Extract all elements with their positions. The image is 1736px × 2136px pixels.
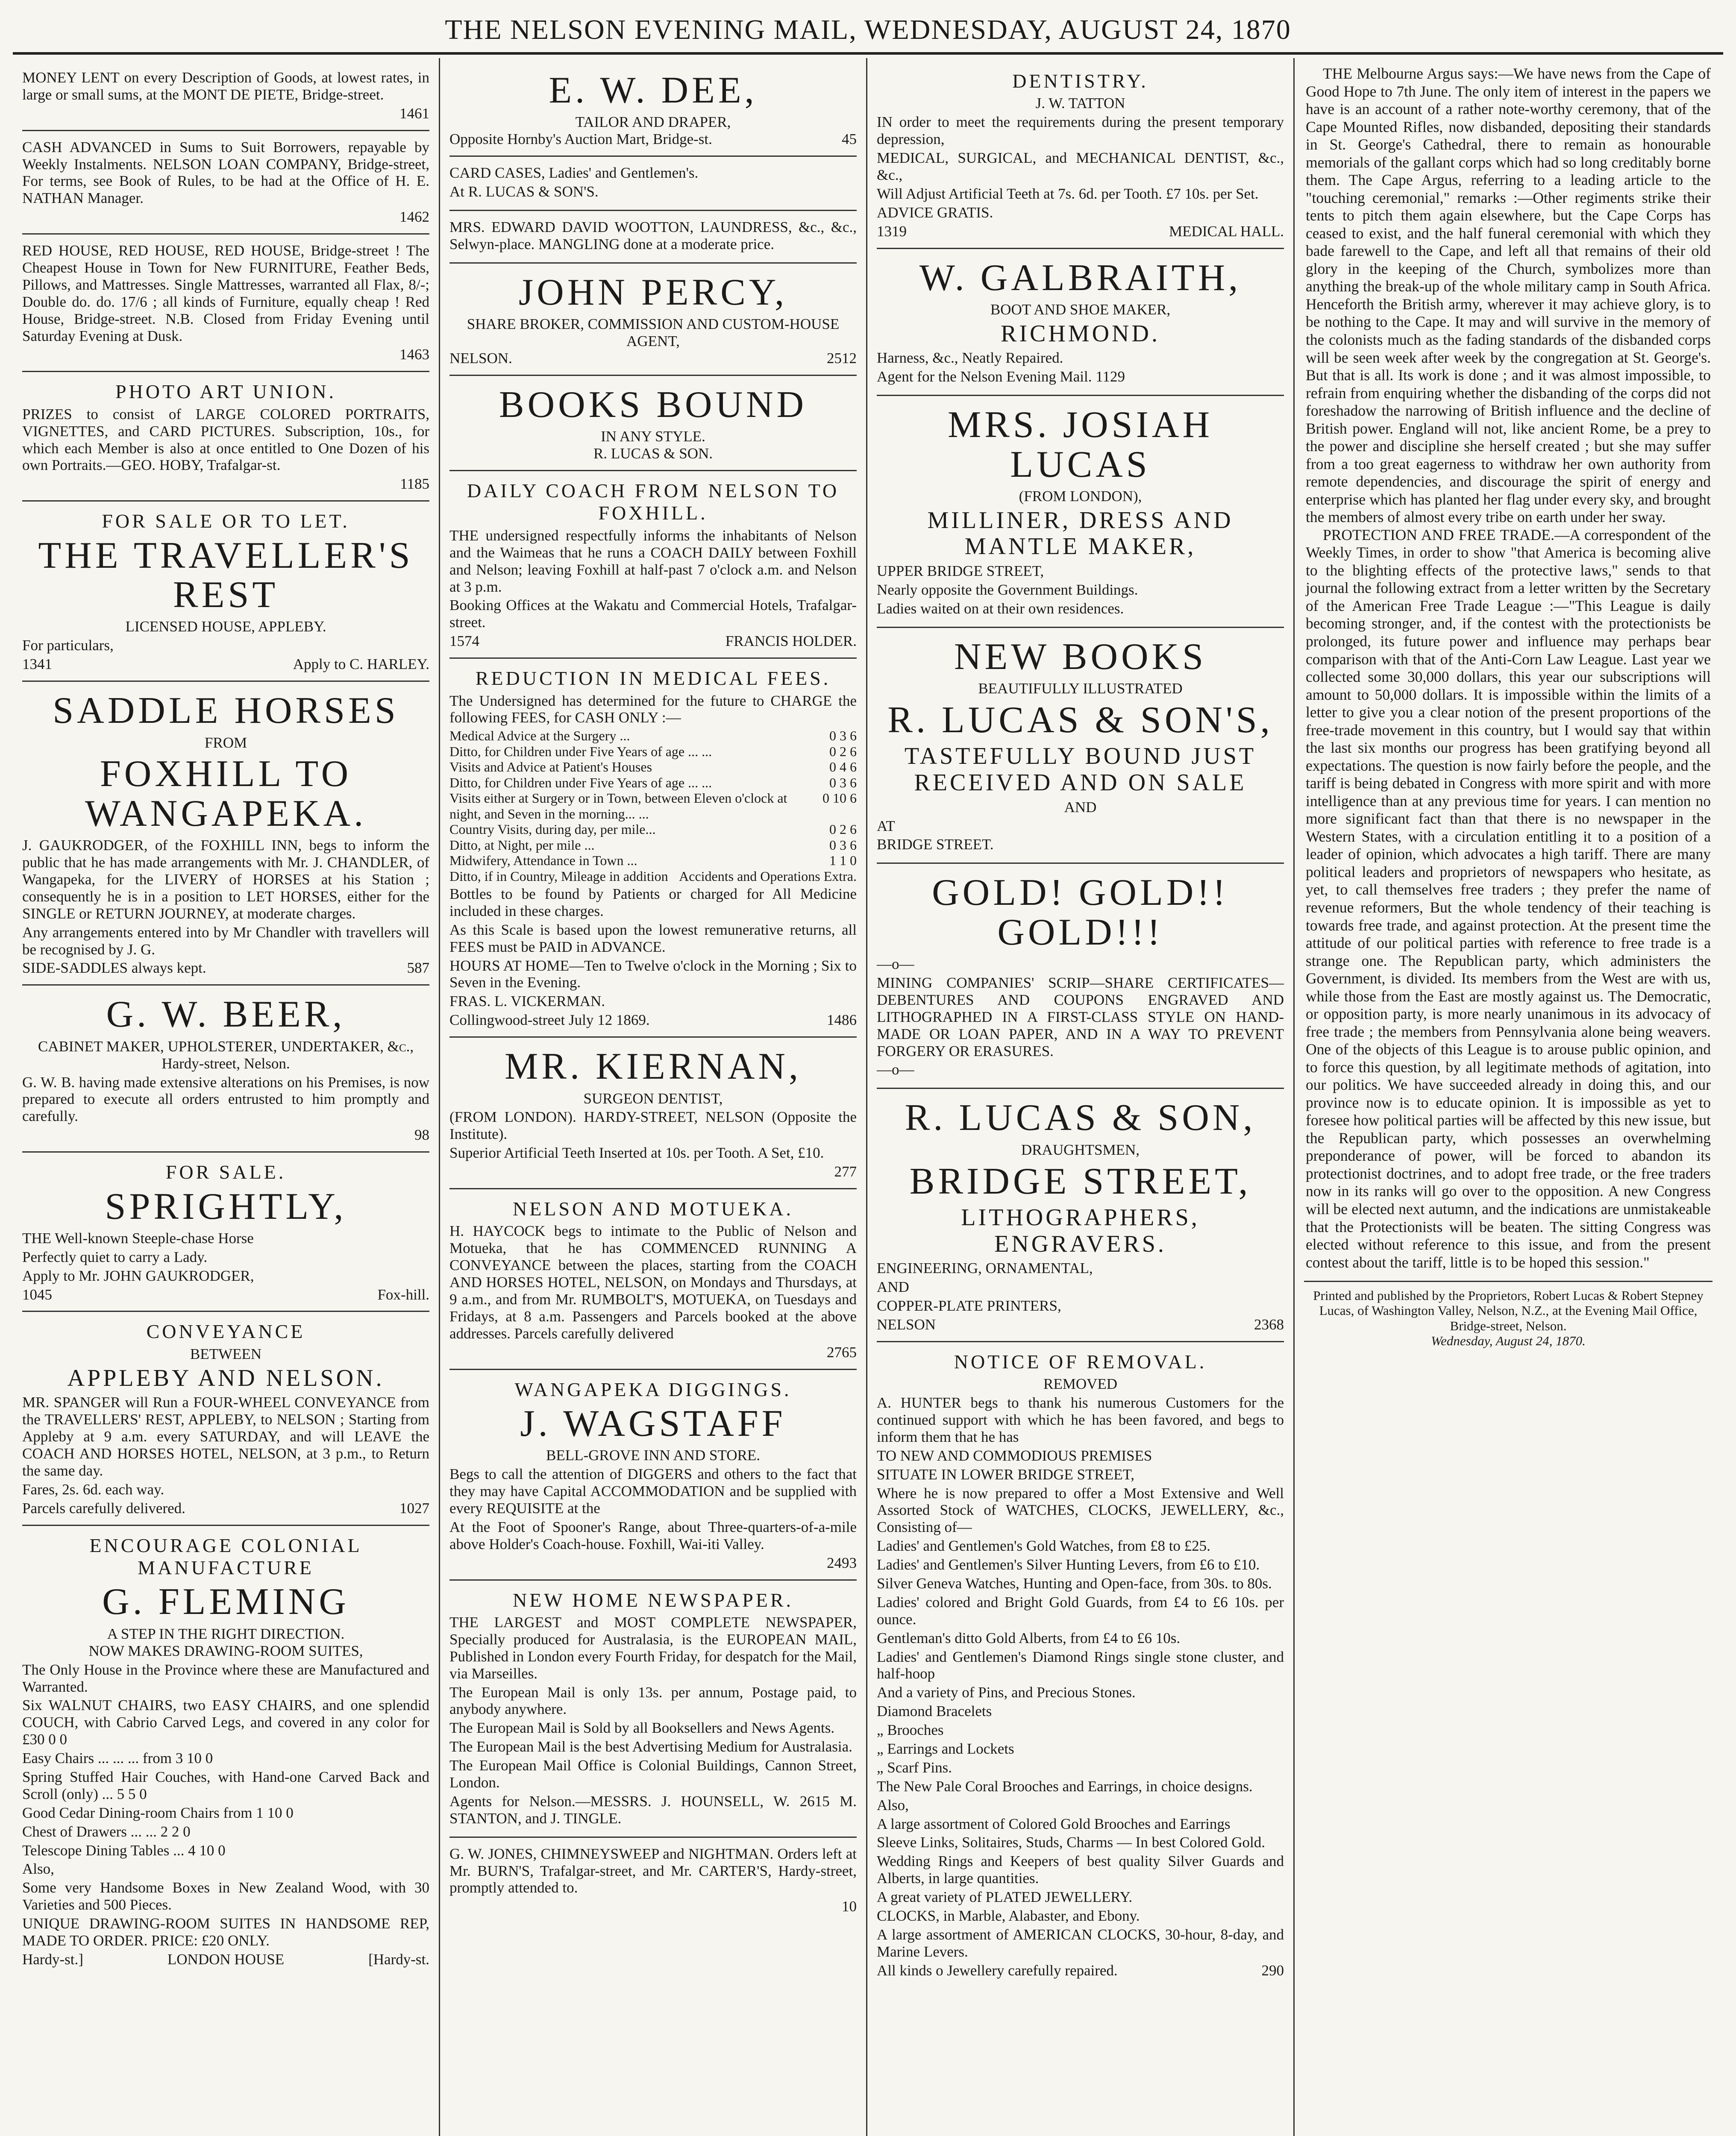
ad-text: TO NEW AND COMMODIOUS PREMISES	[877, 1447, 1152, 1464]
ad-footer-right: MEDICAL HALL.	[1169, 223, 1284, 240]
fee-row	[449, 790, 857, 822]
ad-text: Easy Chairs ... ... ... from 3 10 0	[22, 1750, 213, 1767]
ad-text: A great variety of PLATED JEWELLERY.	[877, 1889, 1133, 1906]
ad-footer-left: NELSON	[877, 1316, 936, 1333]
ad-text: „ Brooches	[877, 1722, 944, 1739]
ad-text: MR. SPANGER will Run a FOUR-WHEEL CONVEYANCE from the TRAVELLERS' REST, APPLEBY, to NELSON ; Starting from Appleby at 9 a.m. every SATURDAY, and will LEAVE the COACH AND HORSES HOTEL, NELSON, at 3 p.m., to Return the same day.	[22, 1394, 429, 1479]
fee-item: Visits and Advice at Patient's Houses	[449, 759, 652, 775]
ad-heading: NELSON AND MOTUEKA.	[512, 1197, 794, 1220]
ad-feature-line: RICHMOND.	[1001, 320, 1160, 347]
ad-text: Bottles to be found by Patients or charged for All Medicine included in these charges.	[449, 885, 857, 919]
ad-footer-right: 45	[842, 131, 857, 148]
ad-footer	[877, 1962, 1284, 1979]
advertisement-e-w-dee	[449, 62, 857, 157]
fee-item: Midwifery, Attendance in Town ...	[449, 853, 637, 868]
ad-display-title: E. W. DEE,	[549, 70, 758, 111]
advertisement-mr-kiernan	[449, 1038, 857, 1189]
ad-text: G. W. B. having made extensive alterations on his Premises, is now prepared to execute all orders entrusted to him promptly and carefully.	[22, 1074, 429, 1125]
ad-heading: CONVEYANCE	[146, 1320, 305, 1343]
ad-text: The European Mail is Sold by all Booksellers and News Agents.	[449, 1719, 835, 1737]
ad-subtitle: AND	[1064, 798, 1097, 816]
ad-text: MEDICAL, SURGICAL, and MECHANICAL DENTIST, &c., &c.,	[877, 150, 1284, 183]
ad-number: 277	[834, 1163, 857, 1180]
ad-text: At R. LUCAS & SON'S.	[449, 183, 599, 200]
fee-amount: 0 3 6	[829, 837, 857, 853]
ad-text: CASH ADVANCED in Sums to Suit Borrowers, repayable by Weekly Instalments. NELSON LOAN COMPANY, Bridge-street, For terms, see Book of Rules, to be had at the Office of H. E. NATHAN Manager.	[22, 138, 429, 207]
ad-text: Where he is now prepared to offer a Most Extensive and Well Assorted Stock of WATCHES, CLOCKS, JEWELLERY, &c., Consisting of—	[877, 1485, 1284, 1536]
advertisement-r-lucas-son	[877, 1089, 1284, 1342]
ad-footer-right: 587	[407, 959, 429, 977]
ad-subtitle: IN ANY STYLE.	[601, 428, 705, 445]
ad-text: UNIQUE DRAWING-ROOM SUITES IN HANDSOME REP, MADE TO ORDER. PRICE: £20 ONLY.	[22, 1915, 429, 1949]
ad-text: BRIDGE STREET.	[877, 836, 994, 853]
ad-text: Diamond Bracelets	[877, 1703, 992, 1720]
ad-footer-left: 1319	[877, 223, 907, 240]
ad-heading: FOR SALE.	[165, 1161, 286, 1183]
ad-text: Ladies' and Gentlemen's Gold Watches, from £8 to £25.	[877, 1537, 1210, 1555]
ad-text: H. HAYCOCK begs to intimate to the Public of Nelson and Motueka, that he has COMMENCED RUNNING A CONVEYANCE between the places, starting from the COACH AND HORSES HOTEL, NELSON, on Mondays and Thursdays, at 9 a.m., and from Mr. RUMBOLT'S, MOTUEKA, on Tuesdays and Fridays, at 8 a.m. Passengers and Parcels booked at the above addresses. Parcels carefully delivered	[449, 1223, 857, 1342]
ad-subtitle: TAILOR AND DRAPER,	[575, 114, 731, 131]
ad-footer-right: 290	[1261, 1962, 1284, 1979]
ad-text: Gentleman's ditto Gold Alberts, from £4 to £6 10s.	[877, 1629, 1181, 1646]
ad-heading: ENCOURAGE COLONIAL MANUFACTURE	[89, 1534, 362, 1579]
column-1	[13, 58, 440, 2136]
ad-text: „ Earrings and Lockets	[877, 1740, 1014, 1757]
fee-amount: 0 10 6	[822, 790, 857, 806]
editorial-paragraph: THE Melbourne Argus says:—We have news from the Cape of Good Hope to 7th June. The only item of interest in the papers we have is an account of a rather note-worthy ceremony, that of the Cape Mounted Rifles, now disbanded, depositing their standards in St. George's Cathedral, there to remain as honourable memorials of the gallant corps which had so long creditably borne them. The Cape Argus, referring to a leading article to the "touching ceremonial," remarks :—Other regiments strike their tents to pitch them again elsewhere, but the Cape Corps has ceased to exist, and the half funeral ceremonial with which they bade farewell to the Cape, and left all that remains of their old glory in the keeping of the Church, symbolizes more than anything the break-up of the whole military camp in South Africa. Henceforth the British army, wherever it may achieve glory, is to be nothing to the Cape. It may and will survive in the memory of the colonists much as the fading standards of the disbanded corps will be seen week after week by the congregation at St. George's. But that is all. Its work is done ; and it was almost impossible, to refrain from enquiring whether the disbanding of the corps did not foreshadow the narrowing of British influence and the decline of British power. England will not, like ancient Rome, be a prey to the power and discipline she herself created ; but she may suffer from a too great eagerness to withdraw her own authority from remote dependencies, and discourage the spirit of energy and enterprise which has planted her flag under every sky, and brought the members of almost every tribe on earth under her sway.	[1306, 65, 1711, 526]
column-4-editorial	[1295, 58, 1722, 2136]
ad-display-title: G. FLEMING	[102, 1581, 350, 1623]
fee-item: Ditto, for Children under Five Years of age ... ...	[449, 775, 712, 790]
imprint: Printed and published by the Proprietors, Robert Lucas & Robert Stepney Lucas, of Washington Valley, Nelson, N.Z., at the Evening Mail Office, Bridge-street, Nelson.	[1313, 1288, 1704, 1333]
ad-display-title: THE TRAVELLER'S REST	[38, 534, 414, 616]
ad-number: 1185	[400, 475, 429, 493]
fee-amount: 0 2 6	[829, 743, 857, 759]
masthead: THE NELSON EVENING MAIL, WEDNESDAY, AUGUST 24, 1870	[13, 8, 1723, 55]
ad-display-title: R. LUCAS & SON,	[905, 1097, 1256, 1139]
ad-footer-left: Parcels carefully delivered.	[22, 1499, 185, 1517]
ad-text: Apply to Mr. JOHN GAUKRODGER,	[22, 1267, 254, 1284]
ad-text: Ladies' colored and Bright Gold Guards, from £4 to £6 10s. per ounce.	[877, 1593, 1284, 1628]
ad-text: —o—	[877, 1061, 914, 1078]
ad-subtitle: DRAUGHTSMEN,	[1021, 1141, 1140, 1158]
advertisement-cash-advanced	[22, 131, 429, 235]
ad-footer-right: 2512	[827, 349, 857, 367]
ad-subtitle: BEAUTIFULLY ILLUSTRATED	[978, 680, 1183, 697]
ad-footer-right: Fox-hill.	[377, 1286, 429, 1303]
ad-text: Ladies' and Gentlemen's Diamond Rings single stone cluster, and half-hoop	[877, 1648, 1284, 1682]
ad-subtitle: J. W. TATTON	[1035, 95, 1125, 112]
ad-text: IN order to meet the requirements during the present temporary depression,	[877, 114, 1284, 148]
ad-display-title: JOHN PERCY,	[518, 271, 788, 313]
ad-text: ADVICE GRATIS.	[877, 204, 993, 221]
ad-heading: PHOTO ART UNION.	[115, 381, 337, 403]
ad-number: 10	[842, 1898, 857, 1915]
ad-footer	[877, 1316, 1284, 1333]
ad-footer-part: LONDON HOUSE	[167, 1951, 285, 1968]
ad-text: Sleeve Links, Solitaires, Studs, Charms — In best Colored Gold.	[877, 1834, 1265, 1851]
ad-subtitle: BELL-GROVE INN AND STORE.	[546, 1447, 760, 1464]
ad-text: Agent for the Nelson Evening Mail. 1129	[877, 368, 1125, 385]
ad-display-title: SADDLE HORSES	[53, 690, 399, 732]
ad-display-title: NEW BOOKS	[954, 636, 1207, 678]
ad-text: Booking Offices at the Wakatu and Commercial Hotels, Trafalgar-street.	[449, 597, 857, 631]
ad-text: MONEY LENT on every Description of Goods, at lowest rates, in large or small sums, at the MONT DE PIETE, Bridge-street.	[22, 69, 429, 103]
ad-text: COPPER-PLATE PRINTERS,	[877, 1297, 1061, 1314]
column-2	[440, 58, 867, 2136]
ad-text: Also,	[877, 1796, 909, 1813]
ad-text: Silver Geneva Watches, Hunting and Open-face, from 30s. to 80s.	[877, 1575, 1272, 1592]
ad-text: J. GAUKRODGER, of the FOXHILL INN, begs to inform the public that he has made arrangements with Mr. J. CHANDLER, of Wangapeka, for the LIVERY of HORSES at his Station ; consequently he is in a position to LET HORSES, either for the SINGLE or RETURN JOURNEY, at moderate charges.	[22, 837, 429, 922]
ad-footer	[449, 633, 857, 650]
advertisement-nelson-motueka	[449, 1189, 857, 1370]
ad-text: Good Cedar Dining-room Chairs from 1 10 0	[22, 1804, 294, 1821]
fee-item: Ditto, for Children under Five Years of age ... ...	[449, 743, 712, 759]
fee-amount: 0 3 6	[829, 775, 857, 790]
advertisement-new-home-newspaper	[449, 1581, 857, 1838]
ad-footer-part: Hardy-st.]	[22, 1951, 83, 1968]
fee-item: Ditto, at Night, per mile ...	[449, 837, 595, 853]
fee-row	[449, 837, 857, 853]
fee-row	[449, 759, 857, 775]
divider	[1304, 1281, 1713, 1282]
fee-amount: 0 2 6	[829, 822, 857, 837]
ad-number: 2765	[827, 1344, 857, 1361]
ad-text: A. HUNTER begs to thank his numerous Customers for the continued support with which he has been favored, and begs to inform them that he has	[877, 1394, 1284, 1445]
ad-footer-left: 1341	[22, 656, 52, 673]
fee-item: Medical Advice at the Surgery ...	[449, 728, 630, 744]
ad-subtitle: FROM	[204, 734, 247, 751]
advertisement-card-cases	[449, 157, 857, 211]
advertisement-g-w-beer	[22, 986, 429, 1153]
ad-display-title: FOXHILL TO WANGAPEKA.	[85, 753, 367, 834]
ad-text: MINING COMPANIES' SCRIP—SHARE CERTIFICATES—DEBENTURES AND COUPONS ENGRAVED AND LITHOGRAPHED IN A FIRST-CLASS STYLE ON HAND-MADE OR LOAN PAPER, AND IN A WAY TO PREVENT FORGERY OR ERASURES.	[877, 974, 1284, 1059]
ad-text: A large assortment of Colored Gold Brooches and Earrings	[877, 1815, 1231, 1832]
ad-text: The New Pale Coral Brooches and Earrings, in choice designs.	[877, 1778, 1253, 1795]
ad-footer-right: 1486	[827, 1012, 857, 1029]
ad-number: 98	[414, 1127, 429, 1144]
ad-text: Ladies waited on at their own residences.	[877, 600, 1124, 617]
ad-footer	[22, 1951, 429, 1968]
ad-text: MRS. EDWARD DAVID WOOTTON, LAUNDRESS, &c., &c., Selwyn-place. MANGLING done at a moderate price.	[449, 218, 857, 252]
ad-text: HOURS AT HOME—Ten to Twelve o'clock in the Morning ; Six to Seven in the Evening.	[449, 957, 857, 991]
ad-footer-left: Collingwood-street July 12 1869.	[449, 1012, 650, 1029]
ad-display-title: MRS. JOSIAH LUCAS	[947, 404, 1213, 485]
ad-heading: REDUCTION IN MEDICAL FEES.	[475, 667, 831, 690]
ad-text: „ Scarf Pins.	[877, 1759, 952, 1776]
fee-row	[449, 822, 857, 837]
ad-footer-left: Opposite Hornby's Auction Mart, Bridge-st.	[449, 131, 712, 148]
advertisement-red-house	[22, 235, 429, 372]
ad-footer	[22, 1286, 429, 1303]
ad-heading: FOR SALE OR TO LET.	[102, 510, 350, 532]
ad-feature-line: MILLINER, DRESS AND MANTLE MAKER,	[927, 507, 1234, 560]
ad-text: The European Mail is the best Advertising Medium for Australasia.	[449, 1738, 852, 1755]
editorial-paragraph: PROTECTION AND FREE TRADE.—A correspondent of the Weekly Times, in order to show "that America is becoming alive to the blighting effects of the protective laws," sends to that journal the following extract from a letter written by the Secretary of the American Free Trade League :—"This League is daily becoming stronger, and, if the contest with the protectionists be prolonged, its future power and influence may perhaps bear comparison with that of the Anti-Corn Law League. Last year we collected some 30,000 dollars, this year our subscriptions will amount to 50,000 dollars. It is impossible within the limits of a letter to give you a clear notion of the present proportions of the free-trade movement in this country, but I would say that within the last six months our progress has been gratifying beyond all expectations. The question is now fairly before the people, and the tariff is being debated in Congress with more spirit and with more intelligence than at any previous time for years. I can mention no more significant fact than that there is no newspaper in the Western States, with a circulation entitling it to a position of a leader of opinion, which advocates a high tariff. There are many political leaders and proprietors of newspapers who hesitate, as yet, to call themselves free traders ; they prefer the name of revenue reformers, But the whole tendency of their teaching is towards free trade, and against protection. At the present time the attitude of our political parties with reference to free trade is a strange one. The Republican party, which administers the Government, is divided. Its members from the West are with us, while those from the East are mostly against us. The Democratic, or opposition party, is more nearly unanimous in its advocacy of free trade ; the members from Pennsylvania alone being weavers. One of the objects of this League is to arouse public opinion, and to force this question, by all legitimate methods of agitation, into our politics. We have succeeded already in doing this, and our province now is to educate opinion. It is impossible as yet to foresee how political parties will be affected by this new issue, but the Republican party, which possesses an overwhelming preponderance of power, will be forced to abandon its protectionist doctrines, and to adopt free trade, or the free traders now in its ranks will go over to the opposition. A new Congress will be elected next autumn, and the indications are unmistakeable that the Protectionists will be beaten. The sitting Congress was elected without reference to this issue, and from the present contest about the tariff, little is to be hoped this session."	[1306, 526, 1711, 1271]
ad-text: CLOCKS, in Marble, Alabaster, and Ebony.	[877, 1907, 1140, 1924]
fee-row	[449, 853, 857, 868]
ad-feature-line: LITHOGRAPHERS, ENGRAVERS.	[961, 1204, 1200, 1257]
advertisement-money-lent	[22, 62, 429, 131]
advertisement-w-galbraith	[877, 249, 1284, 396]
ad-text: AT	[877, 817, 895, 834]
ad-footer-left: 1574	[449, 633, 479, 650]
ad-text: As this Scale is based upon the lowest remunerative returns, all FEES must be PAID in ADVANCE.	[449, 921, 857, 955]
ad-subtitle: BOOT AND SHOE MAKER,	[990, 301, 1171, 318]
advertisement-photo-art-union	[22, 372, 429, 502]
fee-amount: 0 4 6	[829, 759, 857, 775]
ad-text: (FROM LONDON). HARDY-STREET, NELSON (Opposite the Institute).	[449, 1109, 857, 1143]
fee-item: Ditto, if in Country, Mileage in addition	[449, 868, 668, 884]
ad-footer	[877, 223, 1284, 240]
ad-heading: WANGAPEKA DIGGINGS.	[514, 1378, 792, 1400]
ad-display-title: BRIDGE STREET,	[909, 1160, 1251, 1202]
advertisement-g-w-jones	[449, 1838, 857, 1923]
ad-text: THE undersigned respectfully informs the inhabitants of Nelson and the Waimeas that he runs a COACH DAILY between Foxhill and Nelson; leaving Foxhill at half-past 7 o'clock a.m. and Nelson at 3 p.m.	[449, 527, 857, 595]
fee-row	[449, 868, 857, 884]
ad-text: SITUATE IN LOWER BRIDGE STREET,	[877, 1466, 1135, 1483]
ad-subtitle: REMOVED	[1043, 1376, 1118, 1393]
ad-text: THE Well-known Steeple-chase Horse	[22, 1229, 254, 1247]
advertisement-g-fleming	[22, 1526, 429, 1976]
ad-subtitle: BETWEEN	[190, 1345, 262, 1362]
ad-subtitle: CABINET MAKER, UPHOLSTERER, UNDERTAKER, &c.,	[38, 1038, 414, 1055]
columns	[13, 58, 1723, 2136]
advertisement-mrs-wootton	[449, 211, 857, 264]
ad-subtitle: R. LUCAS & SON.	[593, 445, 713, 462]
ad-display-title: SPRIGHTLY,	[105, 1185, 347, 1227]
ad-text: A large assortment of AMERICAN CLOCKS, 30-hour, 8-day, and Marine Levers.	[877, 1926, 1284, 1960]
ad-text: G. W. JONES, CHIMNEYSWEEP and NIGHTMAN. Orders left at Mr. BURN'S, Trafalgar-street, and Mr. CARTER'S, Hardy-street, promptly attended to.	[449, 1845, 857, 1896]
ad-text: Wedding Rings and Keepers of best quality Silver Guards and Alberts, in large quantities.	[877, 1853, 1284, 1887]
ad-footer	[22, 959, 429, 977]
ad-text: CARD CASES, Ladies' and Gentlemen's.	[449, 164, 699, 182]
ad-text: AND	[877, 1279, 909, 1296]
ad-footer	[22, 1500, 429, 1517]
ad-footer-left: All kinds o Jewellery carefully repaired.	[877, 1962, 1118, 1979]
fee-amount: 1 1 0	[829, 853, 857, 868]
editorial-text	[1304, 62, 1713, 1275]
ad-text: Six WALNUT CHAIRS, two EASY CHAIRS, and one splendid COUCH, with Cabrio Carved Legs, and covered in any color for £30 0 0	[22, 1697, 429, 1748]
fee-amount: Accidents and Operations Extra.	[679, 868, 857, 884]
ad-text: The Only House in the Province where these are Manufactured and Warranted.	[22, 1661, 429, 1695]
ad-display-title: BOOKS BOUND	[499, 384, 808, 425]
advertisement-conveyance	[22, 1312, 429, 1526]
advertisement-saddle-horses	[22, 682, 429, 986]
ad-text: Telescope Dining Tables ... 4 10 0	[22, 1842, 226, 1859]
ad-feature-line: APPLEBY AND NELSON.	[67, 1364, 385, 1391]
ad-subtitle: Hardy-street, Nelson.	[162, 1055, 290, 1072]
ad-subtitle: SURGEON DENTIST,	[583, 1090, 723, 1107]
ad-text: FRAS. L. VICKERMAN.	[449, 993, 605, 1010]
fee-row	[449, 728, 857, 743]
ad-text: The European Mail is only 13s. per annum, Postage paid, to anybody anywhere.	[449, 1684, 857, 1718]
ad-text: ENGINEERING, ORNAMENTAL,	[877, 1260, 1093, 1277]
ad-footer-right: Apply to C. HARLEY.	[293, 656, 429, 673]
imprint-date: Wednesday, August 24, 1870.	[1431, 1333, 1586, 1349]
ad-text: —o—	[877, 956, 914, 973]
fee-item: Country Visits, during day, per mile...	[449, 822, 656, 837]
ad-text: Spring Stuffed Hair Couches, with Hand-one Carved Back and Scroll (only) ... 5 5 0	[22, 1769, 429, 1802]
column-3	[867, 58, 1295, 2136]
ad-heading: NOTICE OF REMOVAL.	[954, 1350, 1207, 1373]
ad-subtitle: NOW MAKES DRAWING-ROOM SUITES,	[88, 1642, 363, 1659]
ad-subtitle: SHARE BROKER, COMMISSION AND CUSTOM-HOUSE AGENT,	[467, 316, 840, 350]
fee-row	[449, 744, 857, 759]
ad-footer	[449, 350, 857, 367]
ad-display-title: R. LUCAS & SON'S,	[887, 699, 1273, 741]
ad-heading: NEW HOME NEWSPAPER.	[512, 1589, 794, 1611]
advertisement-daily-coach	[449, 471, 857, 659]
advertisement-gold	[877, 864, 1284, 1089]
ad-footer-part: [Hardy-st.	[368, 1951, 429, 1968]
advertisement-john-percy	[449, 264, 857, 376]
advertisement-new-books	[877, 628, 1284, 864]
ad-text: And a variety of Pins, and Precious Stones.	[877, 1684, 1136, 1701]
ad-display-title: G. W. BEER,	[106, 994, 346, 1036]
ad-heading: DAILY COACH FROM NELSON TO FOXHILL.	[467, 479, 840, 524]
advertisement-books-bound	[449, 376, 857, 471]
ad-text: Will Adjust Artificial Teeth at 7s. 6d. per Tooth. £7 10s. per Set.	[877, 185, 1259, 202]
ad-text: UPPER BRIDGE STREET,	[877, 563, 1044, 580]
ad-text: Chest of Drawers ... ... 2 2 0	[22, 1823, 191, 1840]
ad-number: 1461	[399, 105, 429, 122]
ad-text: Some very Handsome Boxes in New Zealand Wood, with 30 Varieties and 500 Pieces.	[22, 1879, 429, 1913]
ad-number: 1463	[399, 346, 429, 363]
advertisement-mrs-josiah-lucas	[877, 396, 1284, 628]
ad-text: At the Foot of Spooner's Range, about Three-quarters-of-a-mile above Holder's Coach-house. Foxhill, Wai-iti Valley.	[449, 1518, 857, 1552]
advertisement-for-sale-horse	[22, 1153, 429, 1312]
ad-text: Also,	[22, 1860, 54, 1878]
ad-text: The European Mail Office is Colonial Buildings, Cannon Street, London.	[449, 1757, 857, 1791]
ad-display-title: MR. KIERNAN,	[505, 1046, 802, 1088]
ad-footer-left: 1045	[22, 1286, 52, 1303]
ad-text: Nearly opposite the Government Buildings.	[877, 581, 1138, 598]
ad-footer	[22, 656, 429, 673]
ad-text: RED HOUSE, RED HOUSE, RED HOUSE, Bridge-street ! The Cheapest House in Town for New FURNITURE, Feather Beds, Pillows, and Mattresses. Single Mattresses, warranted all Flax, 8/-; Double do. do. 17/6 ; all kinds of Furniture, equally cheap ! Red House, Bridge-street. N.B. Closed from Friday Evening until Saturday Evening at Dusk.	[22, 242, 429, 344]
ad-feature-line: TASTEFULLY BOUND JUST RECEIVED AND ON SALE	[904, 743, 1257, 796]
ad-footer-right: FRANCIS HOLDER.	[725, 633, 857, 650]
ad-text: Any arrangements entered into by Mr Chandler with travellers will be recognised by J. G.	[22, 924, 429, 958]
ad-display-title: W. GALBRAITH,	[919, 257, 1242, 299]
ad-text: Superior Artificial Teeth Inserted at 10s. per Tooth. A Set, £10.	[449, 1144, 824, 1162]
ad-subtitle: LICENSED HOUSE, APPLEBY.	[125, 618, 326, 635]
ad-footer-left: NELSON.	[449, 349, 512, 367]
advertisement-notice-of-removal	[877, 1342, 1284, 1987]
ad-subtitle: (FROM LONDON),	[1019, 488, 1142, 505]
ad-text: Ladies' and Gentlemen's Silver Hunting Levers, from £6 to £10.	[877, 1556, 1260, 1573]
ad-footer	[449, 1012, 857, 1029]
ad-number: 2493	[827, 1554, 857, 1571]
ad-number: 1462	[399, 208, 429, 226]
fee-item: Visits either at Surgery or in Town, between Eleven o'clock at night, and Seven in the morning... ...	[449, 790, 787, 822]
ad-footer	[449, 131, 857, 148]
ad-text: Perfectly quiet to carry a Lady.	[22, 1248, 208, 1265]
advertisement-wangapeka-diggings	[449, 1370, 857, 1581]
ad-display-title: J. WAGSTAFF	[520, 1402, 786, 1444]
ad-text: Harness, &c., Neatly Repaired.	[877, 349, 1063, 367]
ad-heading: DENTISTRY.	[1012, 70, 1149, 92]
fee-amount: 0 3 6	[829, 728, 857, 744]
ad-text: For particulars,	[22, 637, 114, 654]
ad-text: Fares, 2s. 6d. each way.	[22, 1481, 164, 1498]
ad-text: PRIZES to consist of LARGE COLORED PORTRAITS, VIGNETTES, and CARD PICTURES. Subscription, 10s., for which each Member is also at once entitled to One Dozen of his own Portraits.—GEO. HOBY, Trafalgar-st.	[22, 405, 429, 474]
advertisement-dentistry	[877, 62, 1284, 249]
fee-row	[449, 775, 857, 790]
ad-text: THE LARGEST and MOST COMPLETE NEWSPAPER, Specially produced for Australasia, is the EUROPEAN MAIL, Published in London every Fourth Friday, for despatch for the Mail, via Marseilles.	[449, 1614, 857, 1682]
ad-footer-left: SIDE-SADDLES always kept.	[22, 959, 206, 977]
advertisement-for-sale-or-let	[22, 502, 429, 682]
advertisement-medical-fees	[449, 659, 857, 1038]
ad-text: Begs to call the attention of DIGGERS and others to the fact that they may have Capital ACCOMMODATION and be supplied with every REQUISITE at the	[449, 1466, 857, 1517]
ad-subtitle: A STEP IN THE RIGHT DIRECTION.	[107, 1625, 345, 1642]
ad-text: The Undersigned has determined for the future to CHARGE the following FEES, for CASH ONLY :—	[449, 692, 857, 726]
ad-display-title: GOLD! GOLD!! GOLD!!!	[932, 872, 1229, 953]
ad-text: Agents for Nelson.—MESSRS. J. HOUNSELL, W. 2615 M. STANTON, and J. TINGLE.	[449, 1793, 857, 1827]
ad-footer-right: 1027	[399, 1499, 429, 1517]
ad-footer-right: 2368	[1254, 1316, 1284, 1333]
